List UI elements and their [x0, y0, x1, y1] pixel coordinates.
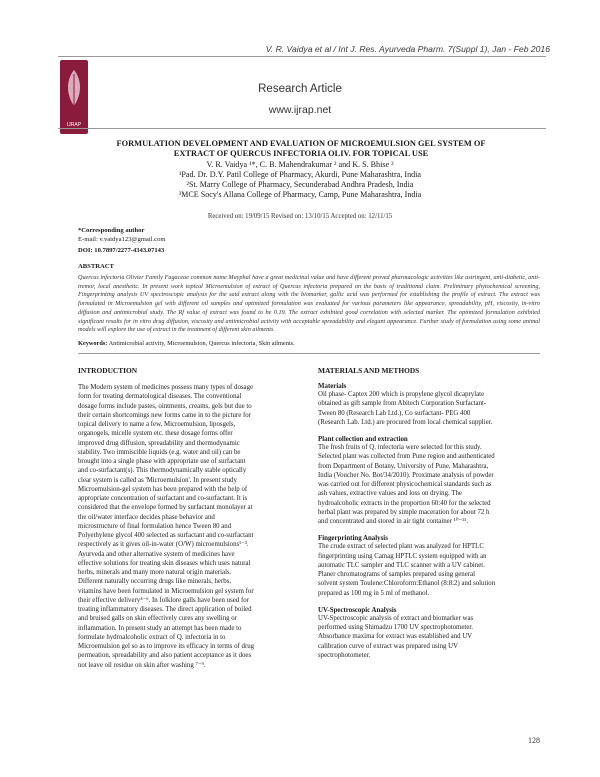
methods-section-body — [318, 443, 540, 526]
corresponding-email[interactable]: E-mail: v.vaidya123@gmail.com — [78, 236, 166, 243]
methods-column — [318, 366, 540, 669]
methods-heading: MATERIALS AND METHODS — [318, 366, 420, 375]
abstract-heading: ABSTRACT — [78, 263, 114, 270]
methods-line: solvent system Toulene:Chloroform:Ethanol (8:8:2) and solution — [318, 580, 496, 588]
methods-subheading: Plant collection and extraction — [318, 436, 408, 443]
methods-subheading: Fingerprinting Analysis — [318, 535, 388, 543]
methods-line: herbal plant was prepared by simple maceration for about 72 h — [318, 508, 490, 516]
methods-line: fingerprinting using Camag HPTLC system equipped with an — [318, 552, 487, 560]
methods-line: Selected plant was collected from Pune region and authenticated — [318, 453, 495, 461]
introduction-line: Ayurveda and other alternative system of medicines have — [78, 550, 235, 558]
methods-line: prepared as 100 mg in 5 ml of methanol. — [318, 589, 430, 597]
introduction-line: their effective delivery⁴⁻⁶. In folklore galls have been used for — [78, 596, 249, 604]
methods-line: was carried out for different physicochemical standards such as — [318, 481, 492, 488]
keywords-text: Antimicrobial activity, Microemulsion, Quercus infectoria, Skin ailments. — [108, 340, 295, 347]
introduction-line: Microemulsion gel so as to improve its efficacy in terms of drug — [78, 643, 255, 650]
introduction-line: permeation, spreadability and also patient acceptance as it does — [78, 652, 252, 660]
methods-line: automatic TLC sampler and TLC scanner with a UV cabinet. — [318, 561, 485, 569]
methods-line: The fresh fruits of Q. infectoria were selected for this study. — [318, 444, 482, 451]
methods-line: ash values, extractive values and loss on drying. The — [318, 490, 462, 498]
introduction-line: treating inflammatory diseases. The direct application of boiled — [78, 606, 252, 613]
introduction-line: and bruised galls on skin effectively cures any swelling or — [78, 615, 237, 623]
title-line-1: FORMULATION DEVELOPMENT AND EVALUATION OF MICROEMULSION GEL SYSTEM OF — [116, 139, 486, 148]
corresponding-label: *Corresponding author — [78, 227, 145, 234]
introduction-line: formulate hydroalcoholic extract of Q. infectoria in to — [78, 633, 226, 641]
methods-section — [318, 383, 540, 427]
corresponding-block — [78, 226, 538, 244]
introduction-line: inflammation. In present study an attempt has been made to — [78, 624, 242, 632]
methods-subheading: UV-Spectroscopic Analysis — [318, 606, 397, 614]
introduction-line: Microemulsion-gel system has been prepared with the help of — [78, 485, 248, 493]
methods-line: Tween 80 (Research Lab Ltd.), Co surfactant- PEG 400 — [318, 409, 471, 417]
introduction-line: Different naturally occurring drugs like minerals, herbs, — [78, 578, 232, 586]
methods-line: The crude extract of selected plant was analyzed for HPTLC — [318, 543, 484, 551]
article-dates: Received on: 19/09/15 Revised on: 13/10/15 Accepted on: 12/11/15 — [207, 213, 393, 220]
introduction-line: respectively as it gives oil-in-water (O/W) microemulsions¹⁻³. — [78, 541, 249, 549]
methods-section-body — [318, 390, 540, 427]
keywords-label: Keywords: — [78, 340, 108, 347]
methods-body — [318, 383, 540, 660]
methods-line: from Department of Botany, University of Pune, Maharashtra, — [318, 462, 489, 470]
journal-logo — [60, 60, 88, 134]
introduction-line: form for treating dermatological diseases. The conventional — [78, 393, 242, 401]
title-rule — [58, 128, 546, 129]
introduction-line: clear system is called as 'Microemulsion'. In present study — [78, 476, 237, 484]
affiliation-3: ³MCE Socy's Allana College of Pharmacy, Camp, Pune Maharashtra, India — [178, 190, 422, 199]
methods-subheading: Materials — [318, 383, 347, 390]
introduction-line: considered that the envelope formed by surfactant monolayer at — [78, 504, 253, 512]
journal-website[interactable]: www.ijrap.net — [268, 104, 332, 116]
introduction-line: improved drug diffusion, spreadability and thermodynamic — [78, 439, 240, 447]
introduction-line: their certain shortcomings new forms came in to the picture for — [78, 411, 251, 419]
methods-section-body — [318, 614, 540, 660]
introduction-line: vitamins have been formulated in Microemulsion gel system for — [78, 587, 254, 595]
methods-line: hydroalcoholic extracts in the proportion 60:40 for the selected — [318, 499, 491, 507]
title-line-2: EXTRACT OF QUERCUS INFECTORIA OLIV. FOR TOPICAL USE — [173, 149, 429, 158]
introduction-body — [78, 383, 302, 670]
methods-line: performed using Shimadzu 1700 UV spectrophotometer. — [318, 624, 473, 631]
methods-line: and concentrated and stored in air tight container ¹⁰⁻¹¹. — [318, 518, 468, 525]
affiliation-2: ²St. Marry College of Pharmacy, Secunderabad Andhra Pradesh, India — [186, 180, 414, 189]
introduction-line: dosage forms include pastes, ointments, creams, gels but due to — [78, 402, 252, 410]
abstract-rule — [78, 353, 540, 354]
introduction-line: The Modern system of medicines possess many types of dosage — [78, 384, 254, 391]
page-number: 128 — [528, 736, 540, 745]
introduction-line: appropriate concentration of surfactant and co-surfactant. It is — [78, 495, 248, 502]
introduction-heading: INTRODUCTION — [78, 366, 138, 375]
introduction-line: Polyethylene glycol 400 selected as surfactant and co-surfactant — [78, 532, 254, 539]
methods-line: obtained as gift sample from Abitech Corporation Surfactant- — [318, 400, 487, 408]
methods-line: Oil phase- Captex 200 which is propylene glycol dicaprylate — [318, 391, 485, 398]
methods-line: Planer chromatograms of samples prepared using general — [318, 571, 475, 578]
methods-line: India (Voucher No. Bot/34/2010). Proximate analysis of powder — [318, 471, 494, 479]
logo-text: IJRAP — [66, 122, 82, 128]
article-type: Research Article — [258, 83, 342, 95]
introduction-line: and co-surfactant(s). This thermodynamically stable optically — [78, 467, 247, 475]
introduction-line: the oil/water interface decides phase behavior and — [78, 513, 215, 521]
introduction-line: herbs, minerals and many more natural origin materials. — [78, 569, 232, 576]
introduction-line: effective solutions for treating skin diseases which uses natural — [78, 559, 251, 567]
introduction-line: not leave oil residue on skin after washing ⁷⁻⁹. — [78, 661, 206, 669]
authors: V. R. Vaidya ¹*, C. B. Mahendrakumar ² and K. S. Bhise ³ — [206, 160, 394, 169]
header-rule — [58, 56, 546, 57]
methods-section — [318, 535, 540, 598]
methods-line: spectrophotometer. — [318, 651, 371, 659]
introduction-line: topical delivery to name a few, Microemulsion, liposgels, — [78, 421, 236, 428]
introduction-line: microstructure of final formulation hence Tween 80 and — [78, 522, 232, 530]
methods-line: Absorbance maxima for extract was established and UV — [318, 633, 473, 641]
introduction-column — [78, 366, 302, 670]
methods-line: calibration curve of extract was prepared using UV — [318, 642, 459, 650]
methods-section — [318, 436, 540, 526]
article-title — [70, 139, 532, 159]
introduction-line: stability. Two immiscible liquids (e.g. water and oil) can be — [78, 448, 241, 456]
methods-line: UV-Spectroscopic analysis of extract and biomarker was — [318, 614, 474, 622]
methods-section-body — [318, 542, 540, 598]
doi[interactable]: DOI: 10.7897/2277-4343.07143 — [78, 247, 165, 254]
journal-citation: V. R. Vaidya et al / Int J. Res. Ayurveda Pharm. 7(Suppl 1), Jan - Feb 2016 — [265, 44, 550, 54]
introduction-line: organogels, micelle system etc. these dosage forms offer — [78, 430, 233, 438]
abstract-text: Quercus infectoria Olivier Family Fagaceae common name Mayphal have a great medicinal value and have different proved pharmacologic activities like astringent, anti-diabetic, anti-tremor, local anesthetic. In present work topical Microemulsion of extract of Quercus infectoria prepared on the basis of traditional claim. Preliminary phytochemical screening, Fingerprinting analysis UV spectroscopic analysis for the said extract along with the biomarker, gallic acid was performed for establishing the profile of extract. The extract was formulated in Microemulsion gel with different oil samples and optimized formulation was evaluated for various parameters like appearance, spreadability, pH, viscosity, in-vitro diffusion and antimicrobial study. The Rf value of extract was found to be 0.19. The extract exhibited good correlation with selected marker. The optimized formulation exhibited significant results for in vitro drug diffusion, viscosity and antimicrobial activity with acceptable spreadability and elegant appearance. Further study of formulation using some animal models will explore the use of extract in the treatment of different skin ailments. — [78, 274, 540, 334]
introduction-line: brought into a single phase with appropriate use of surfactant — [78, 458, 246, 465]
methods-section — [318, 607, 540, 660]
affiliation-1: ¹Pad. Dr. D.Y. Patil College of Pharmacy, Akurdi, Pune Maharashtra, India — [178, 170, 422, 179]
methods-line: (Research Lab. Ltd.) are procured from local chemical supplier. — [318, 418, 493, 426]
keywords-line — [78, 339, 540, 348]
